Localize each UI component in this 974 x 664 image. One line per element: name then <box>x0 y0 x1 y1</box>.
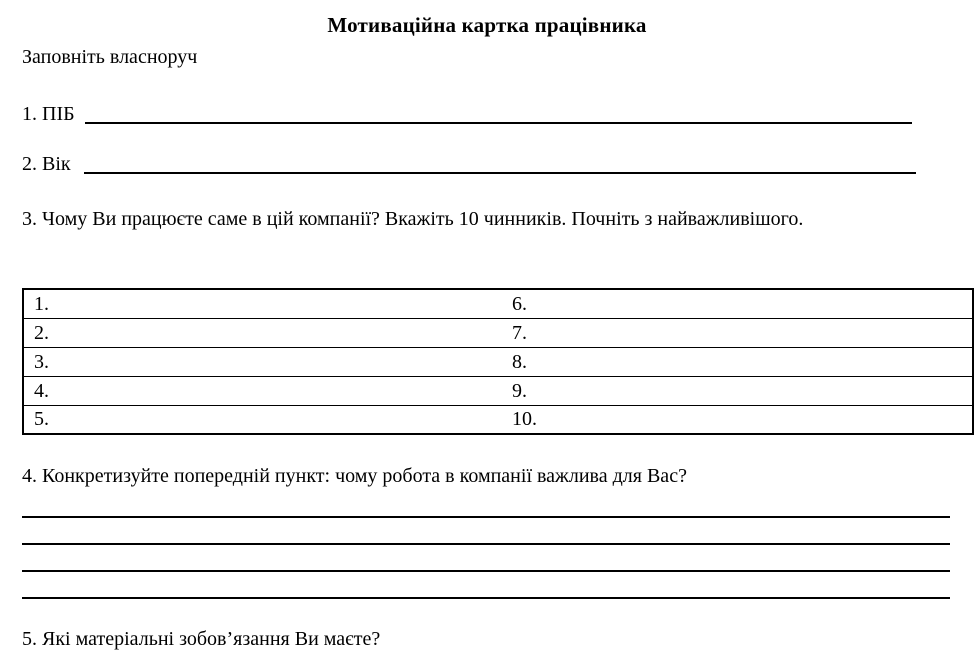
answer-line-q4-1[interactable] <box>22 516 950 518</box>
page-title: Мотиваційна картка працівника <box>327 13 647 37</box>
answer-line-q4-3[interactable] <box>22 570 950 572</box>
question-4-text: 4. Конкретизуйте попередній пункт: чому робота в компанії важлива для Вас? <box>22 465 687 487</box>
factors-table <box>22 288 974 435</box>
field-row-full-name <box>22 101 912 127</box>
field-input-full-name[interactable] <box>85 122 912 124</box>
table-row <box>23 318 973 347</box>
table-row <box>23 376 973 405</box>
field-input-age[interactable] <box>84 172 916 174</box>
instruction-text: Заповніть власноруч <box>22 46 198 68</box>
table-cell-factor-1[interactable]: 1. <box>23 289 510 318</box>
table-cell-factor-8[interactable]: 8. <box>510 347 973 376</box>
table-cell-factor-6[interactable]: 6. <box>510 289 973 318</box>
table-row <box>23 405 973 434</box>
table-cell-factor-10[interactable]: 10. <box>510 405 973 434</box>
table-cell-factor-5[interactable]: 5. <box>23 405 510 434</box>
table-cell-factor-3[interactable]: 3. <box>23 347 510 376</box>
answer-line-q4-2[interactable] <box>22 543 950 545</box>
table-row <box>23 347 973 376</box>
question-5-text: 5. Які матеріальні зобов’язання Ви маєте? <box>22 628 381 650</box>
field-row-age <box>22 151 916 177</box>
field-label-age: 2. Вік <box>22 153 71 175</box>
table-cell-factor-7[interactable]: 7. <box>510 318 973 347</box>
question-3-text: 3. Чому Ви працюєте саме в цій компанії? Вкажіть 10 чинників. Почніть з найважливішого. <box>22 208 804 230</box>
answer-line-q4-4[interactable] <box>22 597 950 599</box>
table-row <box>23 289 973 318</box>
field-label-full-name: 1. ПІБ <box>22 103 75 125</box>
table-cell-factor-2[interactable]: 2. <box>23 318 510 347</box>
table-cell-factor-9[interactable]: 9. <box>510 376 973 405</box>
table-cell-factor-4[interactable]: 4. <box>23 376 510 405</box>
